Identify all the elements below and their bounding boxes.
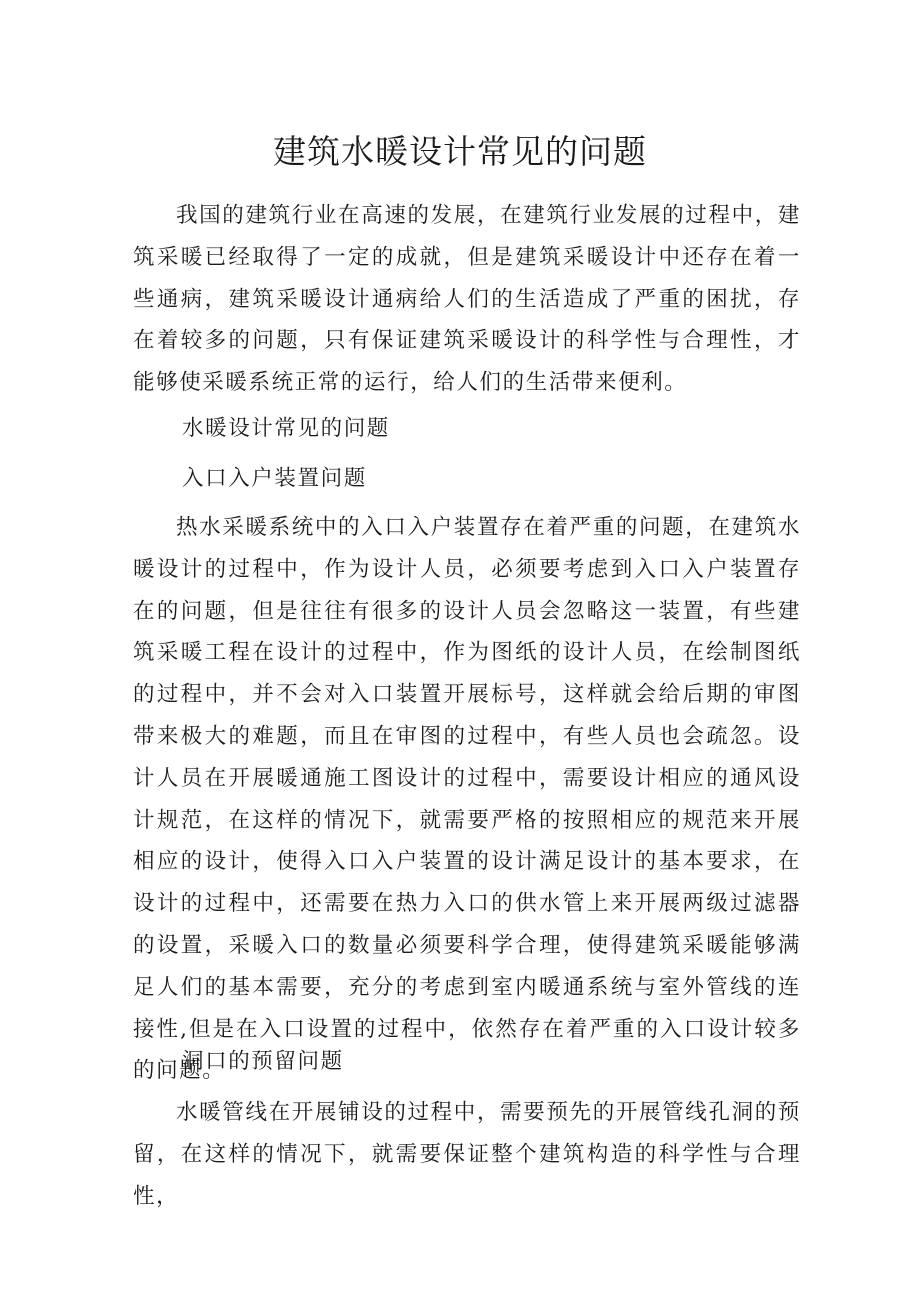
document-title: 建筑水暖设计常见的问题 — [273, 132, 647, 171]
entrance-device-paragraph: 热水采暖系统中的入口入户装置存在着严重的问题，在建筑水暖设计的过程中，作为设计人员，必须要考虑到入口入户装置存在的问题，但是往往有很多的设计人员会忽略这一装置，有些建筑采暖工程在设计的过程中，作为图纸的设计人员，在绘制图纸的过程中，并不会对入口装置开展标号，这样就会给后期的审图带来极大的难题，而且在审图的过程中，有些人员也会疏忽。设计人员在开展暖通施工图设计的过程中，需要设计相应的通风设计规范，在这样的情况下，就需要严格的按照相应的规范来开展相应的设计，使得入口入户装置的设计满足设计的基本要求，在设计的过程中，还需要在热力入口的供水管上来开展两级过滤器的设置，采暖入口的数量必须要科学合理，使得建筑采暖能够满足人们的基本需要，充分的考虑到室内暖通系统与室外管线的连接性,但是在入口设置的过程中，依然存在着严重的入口设计较多的问题。 — [133, 515, 801, 1084]
opening-reservation-paragraph: 水暖管线在开展铺设的过程中，需要预先的开展管线孔洞的预留，在这样的情况下，就需要保证整个建筑构造的科学性与合理性， — [133, 1100, 801, 1209]
subsection-heading-entrance-device: 入口入户装置问题 — [182, 466, 367, 491]
subsection-heading-opening-reservation: 洞口的预留问题 — [182, 1049, 344, 1074]
intro-paragraph: 我国的建筑行业在高速的发展，在建筑行业发展的过程中，建筑采暖已经取得了一定的成就，但是建筑采暖设计中还存在着一些通病，建筑采暖设计通病给人们的生活造成了严重的困扰，存在着较多的问题，只有保证建筑采暖设计的科学性与合理性，才能够使采暖系统正常的运行，给人们的生活带来便利。 — [133, 203, 801, 396]
section-heading: 水暖设计常见的问题 — [182, 416, 390, 441]
